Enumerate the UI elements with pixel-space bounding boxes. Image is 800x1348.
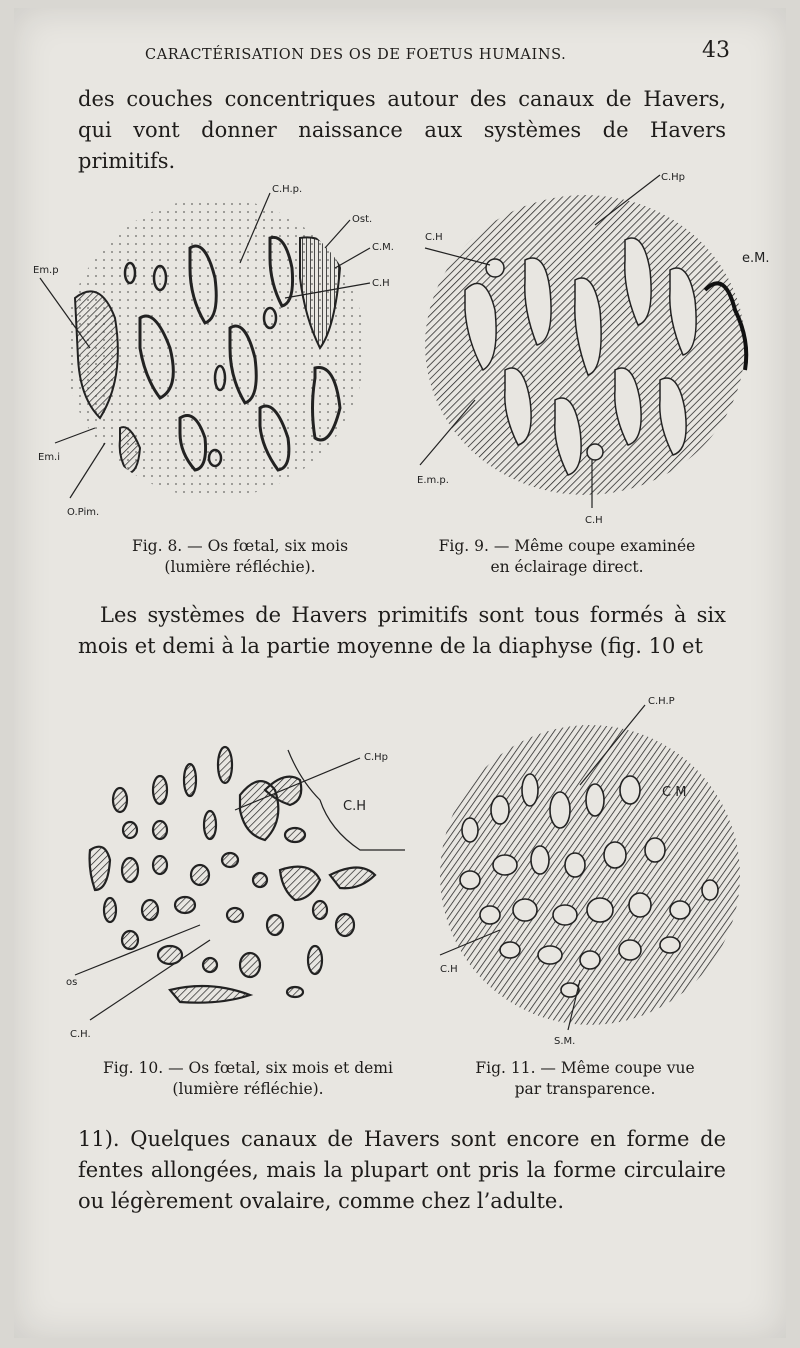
fig9-label-em: e.M. [742, 251, 770, 266]
figure-8-caption [110, 536, 370, 578]
figure-8-caption-line-2: (lumière réfléchie). [164, 558, 316, 576]
figure-10-caption [78, 1058, 418, 1100]
figure-9-caption-line-1: Fig. 9. — Même coupe examinée [438, 537, 696, 555]
page-number: 43 [702, 38, 730, 63]
figure-9-caption [402, 536, 732, 578]
fig11-label-cm: C M [662, 785, 687, 800]
figure-10-caption-line-2: (lumière réfléchie). [172, 1080, 324, 1098]
figure-8-illustration [30, 178, 400, 528]
paragraph-3: 11). Quelques canaux de Havers sont encore en forme de fentes allongées, mais la plupart ont pris la forme circulaire ou légèrement ovalaire, comme chez l’adulte. [78, 1127, 726, 1213]
fig8-label-ost: Ost. [352, 214, 373, 225]
figure-8-disc [65, 198, 365, 498]
paragraph-1: des couches concentriques autour des canaux de Havers, qui vont donner naissance aux systèmes de Havers primitifs. [78, 87, 726, 173]
fig11-label-sm: S.M. [554, 1036, 576, 1047]
fig9-label-ch-bottom: C.H [585, 515, 603, 526]
fig9-label-ch-left: C.H [425, 232, 443, 243]
fig11-label-ch: C.H [440, 964, 458, 975]
fig8-label-emp: Em.p [33, 265, 59, 276]
fig10-label-chp: C.Hp [364, 752, 389, 763]
fig8-label-opim: O.Pim. [67, 507, 100, 518]
fig11-label-chp: C.H.P [648, 696, 675, 707]
fig8-label-chp: C.H.p. [272, 184, 303, 195]
fig9-label-chp: C.Hp [661, 172, 686, 183]
fig10-label-ch-right: C.H [343, 799, 366, 814]
figure-11-disc [440, 725, 740, 1025]
fig10-label-ch-bottom: C.H. [70, 1029, 91, 1040]
paragraph-2: Les systèmes de Havers primitifs sont tous formés à six mois et demi à la partie moyenne de la diaphyse (fig. 10 et [78, 603, 726, 658]
figure-11-caption-line-1: Fig. 11. — Même coupe vue [475, 1059, 695, 1077]
running-head: CARACTÉRISATION DES OS DE FOETUS HUMAINS. [145, 47, 567, 63]
figure-11-caption [440, 1058, 730, 1100]
fig8-label-cm: C.M. [372, 242, 394, 253]
figure-9-illustration [405, 170, 780, 530]
figure-10-caption-line-1: Fig. 10. — Os fœtal, six mois et demi [103, 1059, 393, 1077]
fig10-label-os: os [66, 977, 78, 988]
fig8-label-ch: C.H [372, 278, 390, 289]
figure-9-disc [425, 195, 745, 495]
figure-10-canals [90, 747, 375, 1003]
figure-10-illustration [60, 740, 420, 1040]
figure-8-caption-line-1: Fig. 8. — Os fœtal, six mois [131, 537, 349, 555]
figure-11-illustration [430, 690, 760, 1050]
figure-11-caption-line-2: par transparence. [514, 1080, 656, 1098]
fig8-label-emi: Em.i [38, 452, 61, 463]
fig9-label-emp: E.m.p. [417, 475, 449, 486]
figure-9-caption-line-2: en éclairage direct. [490, 558, 644, 576]
